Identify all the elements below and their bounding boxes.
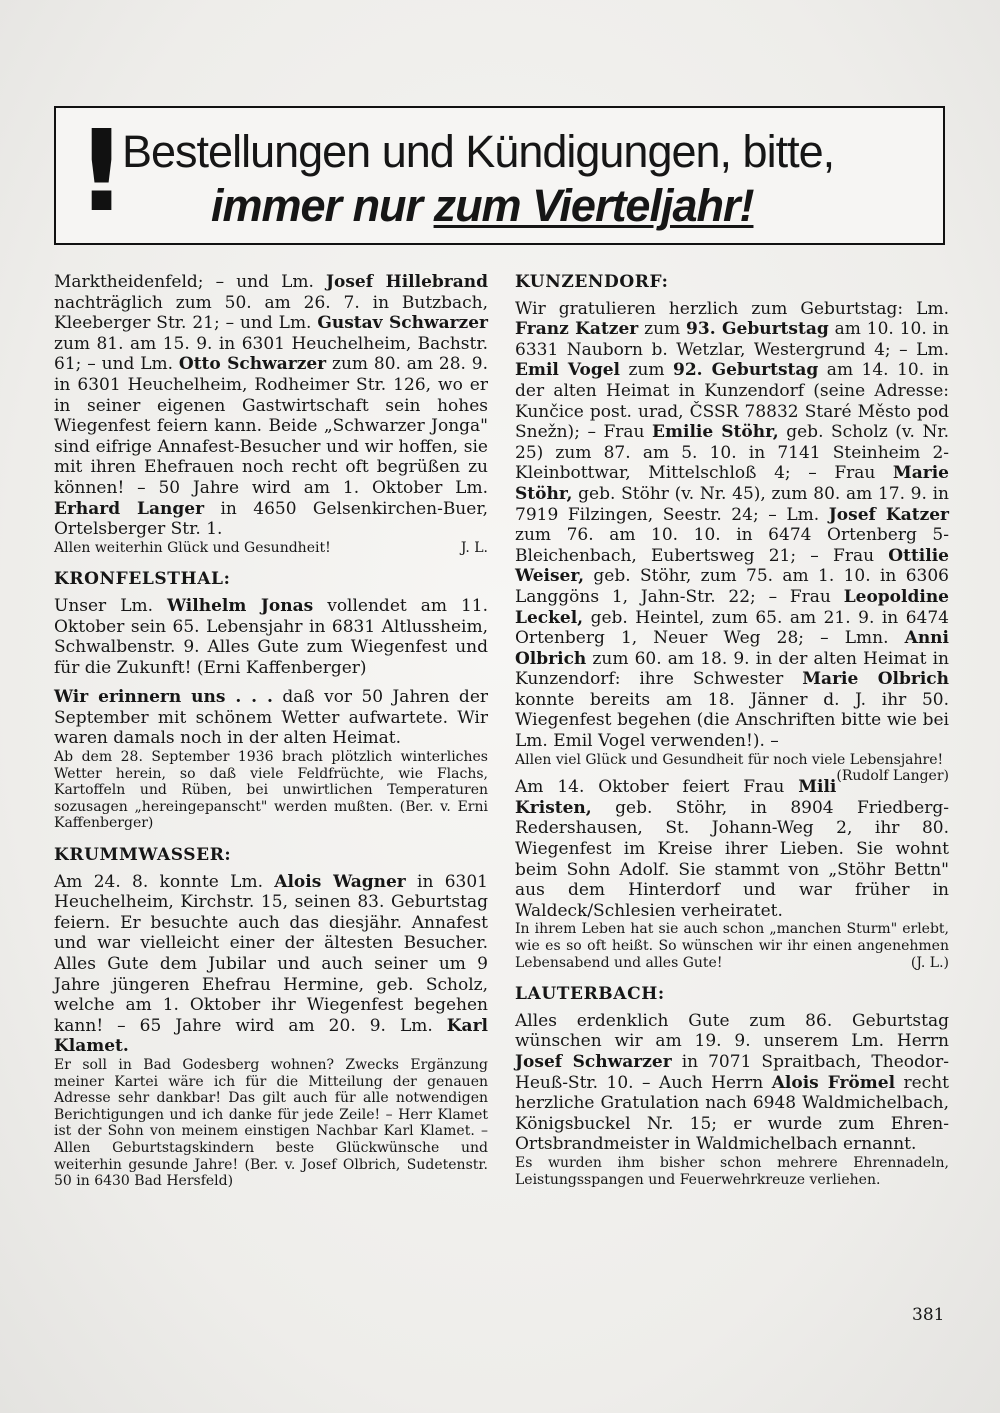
heading-kunzendorf: KUNZENDORF: [515, 272, 669, 292]
paragraph-lauterbach: Alles erdenklich Gute zum 86. Geburtstag wünschen wir am 19. 9. unserem Lm. Herrn Josef Schwarzer in 7071 Spraitbach, Theodor-Heuß-Str. 10. – Auch Herrn Alois Frömel recht herzliche Gratulation nach 6948 Waldmichelbach, Königsbuckel Nr. 15; er wurde zum Ehren-Ortsbrandmeister in Waldmichelbach ernannt. [515, 1010, 949, 1155]
left-column [54, 272, 488, 1190]
banner-line-1: Bestellungen und Kündigungen, bitte, [122, 126, 835, 177]
paragraph-kronfelsthal: Unser Lm. Wilhelm Jonas vollendet am 11. Oktober sein 65. Lebensjahr in 6831 Altlussheim, Schwalbenstr. 9. Alles Gute zum Wiegenfest und für die Zukunft! (Erni Kaffenberger) [54, 595, 489, 678]
page-number: 381 [912, 1305, 945, 1325]
exclamation-mark: ! [76, 107, 128, 237]
paragraph-marktheidenfeld: Marktheidenfeld; – und Lm. Josef Hillebrand nachträglich zum 50. am 26. 7. in Butzbach, Kleeberger Str. 21; – und Lm. Gustav Schwarzer zum 81. am 15. 9. in 6301 Heuchelheim, Bachstr. 61; – und Lm. Otto Schwarzer zum 80. am 28. 9. in 6301 Heuchelheim, Rodheimer Str. 126, wo er in seiner eigenen Gastwirtschaft sein hohes Wiegenfest feiern kann. Beide „Schwarzer Jonga" sind eifrige Annafest-Besucher und wir hoffen, sie mit ihren Ehefrauen noch recht oft begrüßen zu können! – 50 Jahre wird am 1. Oktober Lm. Erhard Langer in 4650 Gelsenkirchen-Buer, Ortelsberger Str. 1. [54, 272, 489, 540]
small-note-klamet: Er soll in Bad Godesberg wohnen? Zwecks Ergänzung meiner Kartei wäre ich für die Mitteilung der genauen Adresse sehr dankbar! Das gilt auch für alle notwendigen Berichtigungen und ich danke für jede Zeile! – Herr Klamet ist der Sohn von meinem einstigen Nachbar Karl Klamet. – Allen Geburtstagskindern beste Glückwünsche und weiterhin gesunde Jahre! (Ber. v. Josef Olbrich, Sudetenstr. 50 in 6430 Bad Hersfeld) [54, 1056, 488, 1190]
small-note-weather: Ab dem 28. September 1936 brach plötzlich winterliches Wetter herein, so daß viele Feldfrüchte, wie Flachs, Kartoffeln und Rüben, bei unwirtlichen Temperaturen sozusagen „hereingepanscht" werden mußten. (Ber. v. Erni Kaffenberger) [54, 749, 488, 832]
paragraph-kunzendorf: Wir gratulieren herzlich zum Geburtstag: Lm. Franz Katzer zum 93. Geburtstag am 10. 10. in 6331 Nauborn b. Wetzlar, Westergrund 4; – Lm. Emil Vogel zum 92. Geburtstag am 14. 10. in der alten Heimat in Kunzendorf (seine Adresse: Kunčice post. urad, ČSSR 78832 Staré Město pod Snežn); – Frau Emilie Stöhr, geb. Scholz (v. Nr. 25) zum 87. am 5. 10. in 7141 Steinheim 2-Kleinbottwar, Mittelschloß 4; – Frau Marie Stöhr, geb. Stöhr (v. Nr. 45), zum 80. am 17. 9. in 7919 Filzingen, Seestr. 24; – Lm. Josef Katzer zum 76. am 10. 10. in 6474 Ortenberg 5-Bleichenbach, Eubertsweg 21; – Frau Ottilie Weiser, geb. Stöhr, zum 75. am 1. 10. in 6306 Langgöns 1, Jahn-Str. 22; – Frau Leopoldine Leckel, geb. Heintel, zum 65. am 21. 9. in 6474 Ortenberg 1, Neuer Weg 28; – Lmn. Anni Olbrich zum 60. am 18. 9. in der alten Heimat in Kunzendorf: ihre Schwester Marie Olbrich konnte bereits am 18. Jänner d. J. ihr 50. Wiegenfest begehen (die Anschriften bitte wie bei Lm. Emil Vogel verwenden!). – [515, 298, 950, 752]
small-note-kristen: In ihrem Leben hat sie auch schon „manchen Sturm" erlebt, wie es so oft heißt. So wünschen wir ihr einen angenehmen Lebensabend und alles Gute! (J. L.) [515, 921, 949, 971]
right-column [515, 272, 949, 1188]
banner-line-2: immer nur zum Vierteljahr! [211, 180, 754, 231]
small-note: Allen weiterhin Glück und Gesundheit! J. L. [54, 539, 488, 556]
small-note-kunzendorf: Allen viel Glück und Gesundheit für noch viele Lebensjahre! (Rudolf Langer) [515, 751, 949, 785]
small-note-lauterbach: Es wurden ihm bisher schon mehrere Ehrennadeln, Leistungsspangen und Feuerwehrkreuze verliehen. [515, 1154, 949, 1188]
heading-lauterbach: LAUTERBACH: [515, 984, 665, 1005]
paragraph-mili-kristen: Am 14. Oktober feiert Frau Mili Kristen, geb. Stöhr, in 8904 Friedberg-Redershausen, St. Johann-Weg 2, ihr 80. Wiegenfest im Kreise ihrer Lieben. Sie wohnt beim Sohn Adolf. Sie stammt von „Stöhr Bettn" aus dem Hinterdorf und war früher in Waldeck/Schlesien verheiratet. [515, 777, 949, 921]
paragraph-krummwasser: Am 24. 8. konnte Lm. Alois Wagner in 6301 Heuchelheim, Kirchstr. 15, seinen 83. Geburtstag feiern. Er besuchte auch das diesjähr. Annafest und war vielleicht einer der ältesten Besucher. Alles Gute dem Jubilar und auch seiner um 9 Jahre jüngeren Ehefrau Hermine, geb. Scholz, welche am 1. Oktober ihr Wiegenfest begehen kann! – 65 Jahre wird am 20. 9. Lm. Karl Klamet. [54, 871, 488, 1057]
heading-kronfelsthal: KRONFELSTHAL: [54, 569, 231, 590]
notice-banner [54, 106, 945, 245]
heading-krummwasser: KRUMMWASSER: [54, 845, 232, 866]
paragraph-wir-erinnern: Wir erinnern uns . . . daß vor 50 Jahren der September mit schönem Wetter aufwartete. Wir waren damals noch in der alten Heimat. [54, 687, 488, 749]
